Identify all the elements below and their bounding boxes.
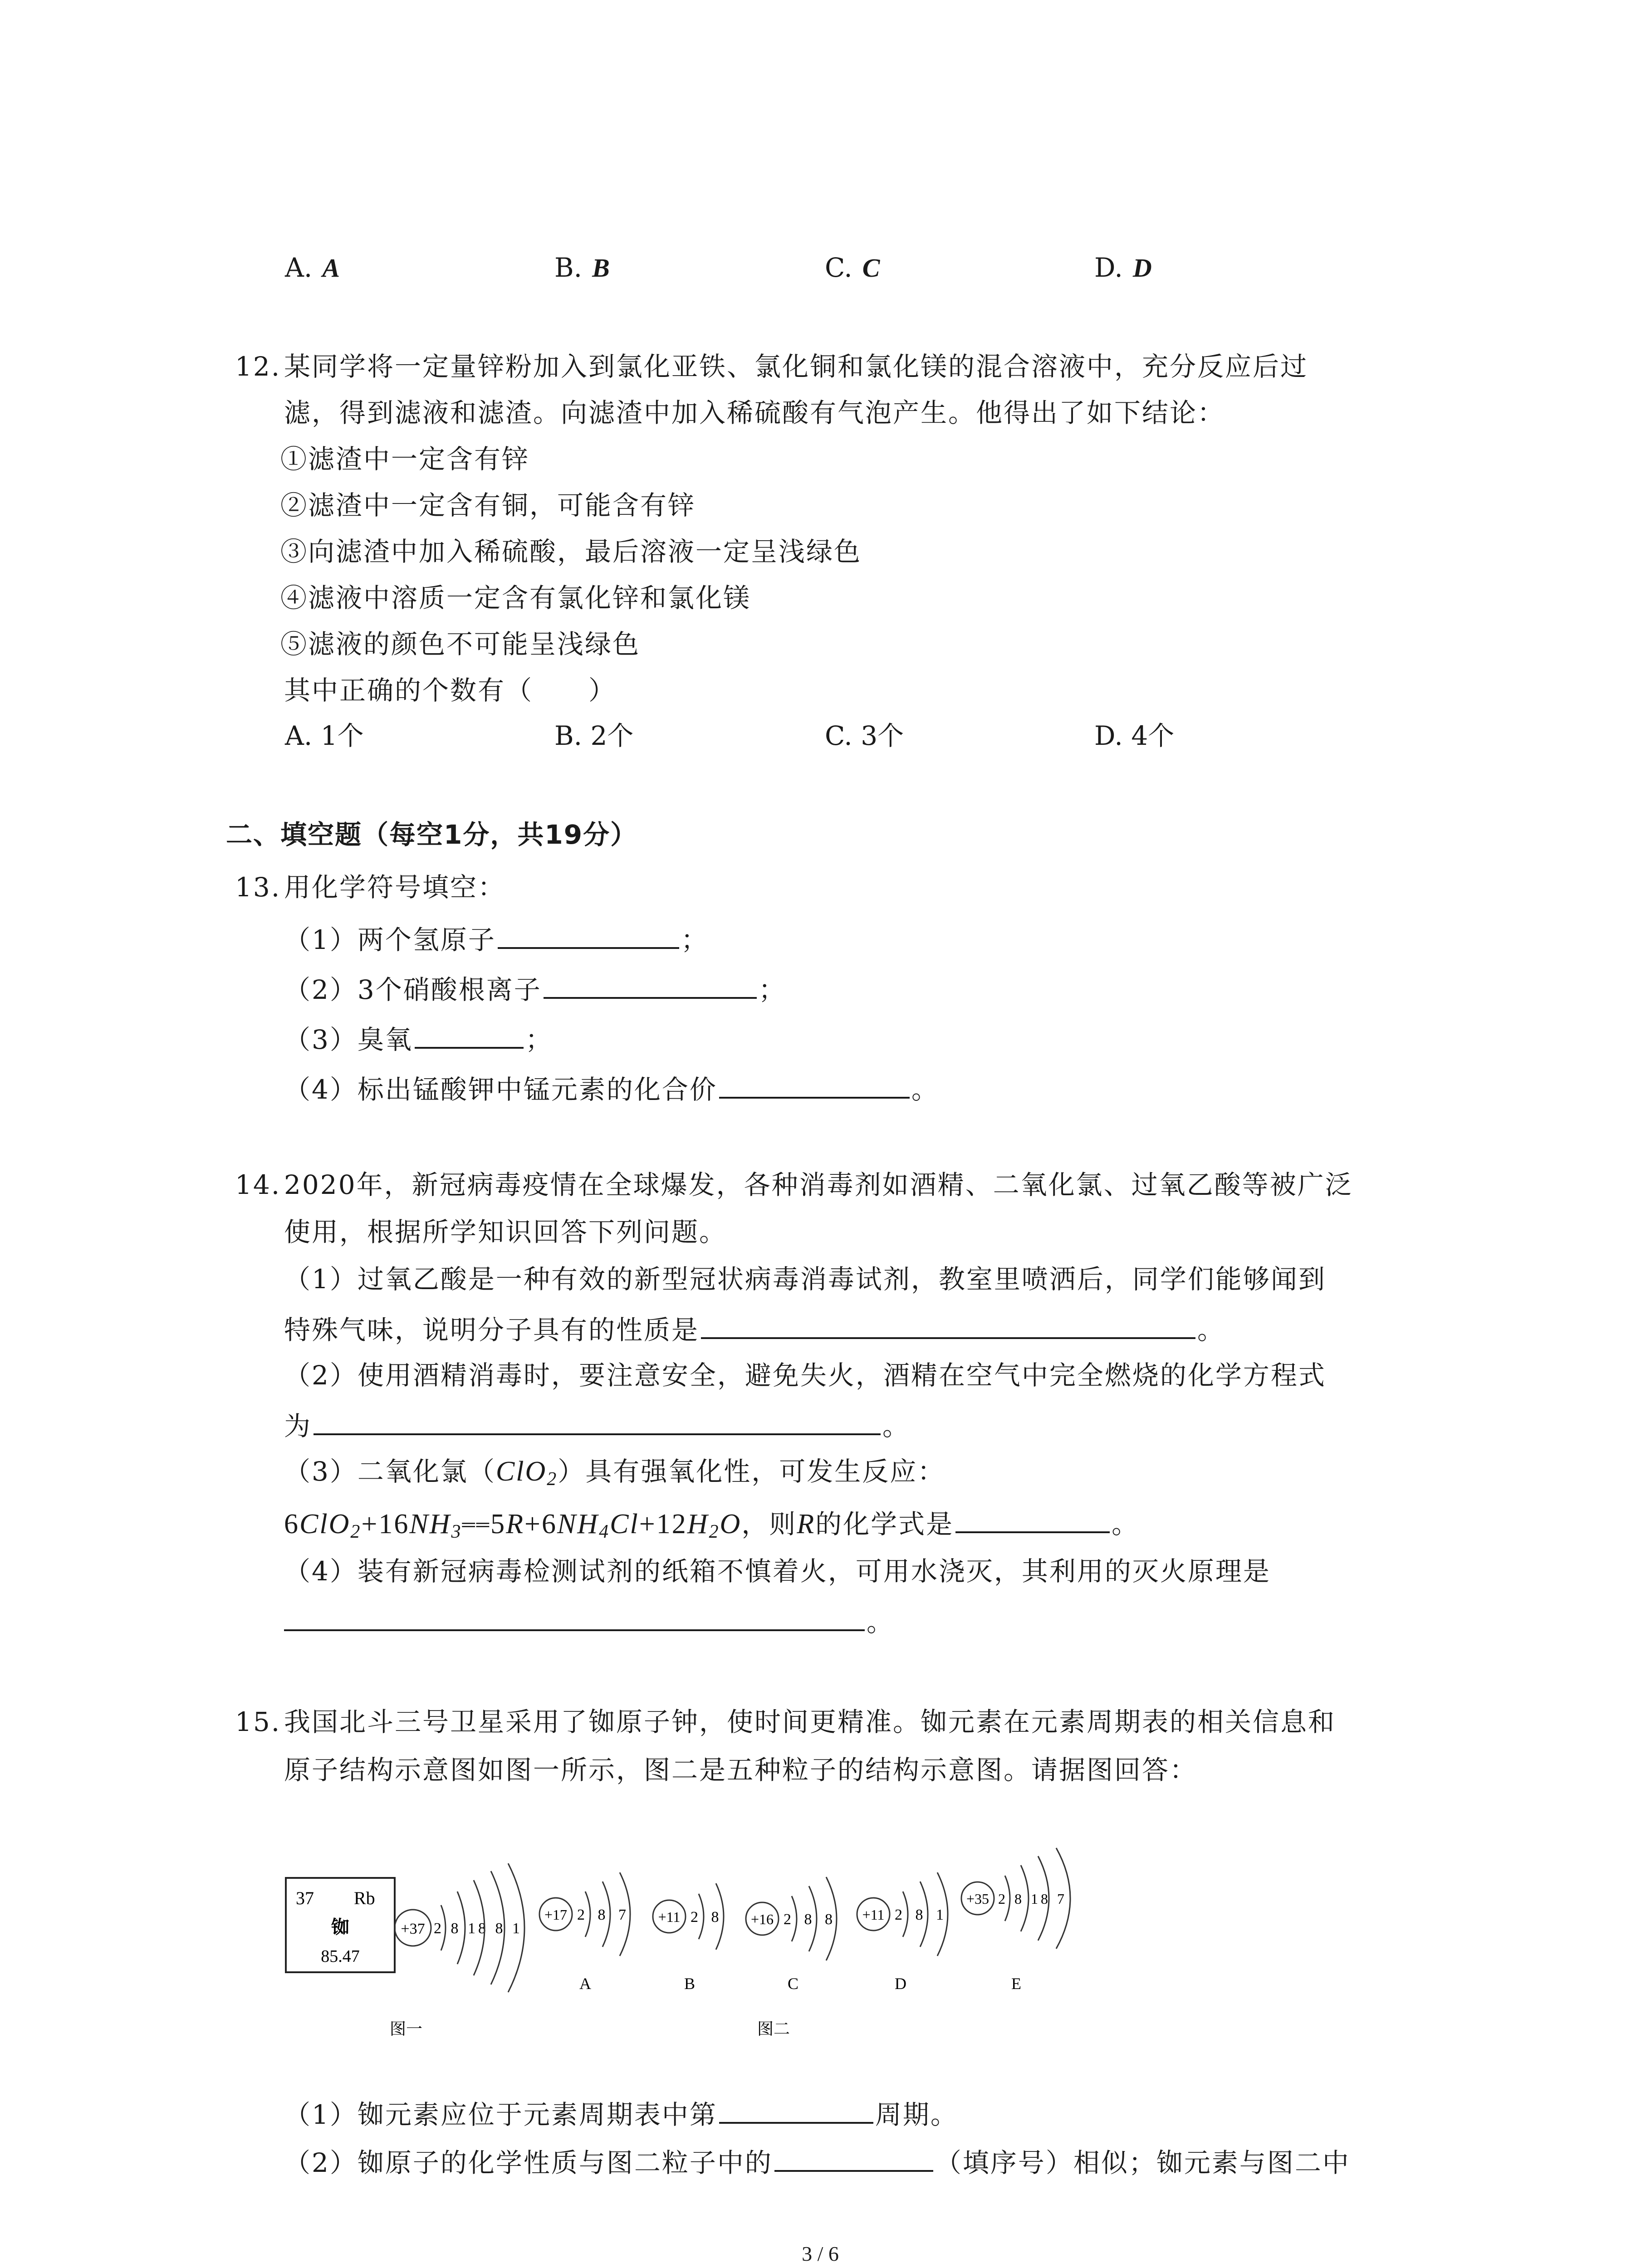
sub-question: （3）二氧化氯（ClO$_2$）具有强氧化性，可发生反应： [284, 1456, 945, 1490]
atomic-structure-figure [272, 1833, 1098, 2087]
chemical-formula: ClO$_2$ [495, 1456, 558, 1490]
statement: ②滤渣中一定含有铜，可能含有锌 [280, 490, 696, 521]
option-c: C. 3个 [825, 720, 904, 751]
svg-text:铷: 铷 [331, 1917, 349, 1937]
svg-text:+17: +17 [544, 1906, 568, 1923]
answer-blank[interactable] [955, 1505, 1110, 1533]
fill-item: （4）标出锰酸钾中锰元素的化合价 。 [284, 1070, 939, 1106]
chemical-equation-line: $6ClO_2+16NH_3══5R+6NH_4Cl+12H_2O$，则R的化学式是 。 [284, 1505, 1139, 1548]
svg-text:2 8 8: 2 8 8 [784, 1911, 837, 1928]
svg-text:2 8 18 8 1: 2 8 18 8 1 [434, 1920, 523, 1937]
answer-blank[interactable] [415, 1021, 524, 1049]
question-stem: 用化学符号填空： [284, 872, 506, 903]
sub-question: 为 。 [284, 1407, 910, 1442]
svg-text:85.47: 85.47 [321, 1947, 360, 1966]
statement: ①滤渣中一定含有锌 [280, 444, 530, 474]
sub-question: 。 [284, 1603, 894, 1638]
question-stem: 使用，根据所学知识回答下列问题。 [284, 1217, 727, 1247]
svg-text:+11: +11 [658, 1909, 681, 1925]
question-stem: 2020年，新冠病毒疫情在全球爆发，各种消毒剂如酒精、二氧化氯、过氧乙酸等被广泛 [284, 1169, 1353, 1200]
svg-text:+37: +37 [401, 1921, 425, 1937]
option-a: A. A [285, 252, 340, 283]
answer-blank[interactable] [719, 2096, 873, 2124]
answer-blank[interactable] [498, 921, 679, 949]
svg-text:C: C [787, 1975, 799, 1993]
option-b: B. 2个 [554, 720, 634, 751]
question-number: 14. [235, 1169, 281, 1200]
chemical-equation: $6ClO_2+16NH_3══5R+6NH_4Cl+12H_2O$ [284, 1509, 742, 1542]
fill-item: （2）3个硝酸根离子 ； [284, 971, 786, 1006]
fill-item: （3）臭氧 ； [284, 1021, 553, 1056]
answer-blank[interactable] [544, 971, 757, 999]
particle-a-diagram [539, 1872, 631, 1993]
option-d: D. 4个 [1094, 720, 1175, 751]
sub-question: （2）使用酒精消毒时，要注意安全，避免失火，酒精在空气中完全燃烧的化学方程式 [284, 1360, 1326, 1391]
particle-e-diagram [961, 1848, 1070, 1993]
answer-blank[interactable] [284, 1603, 865, 1631]
svg-text:B: B [684, 1975, 696, 1993]
figure2-caption: 图二 [757, 2020, 790, 2038]
option-c: C. C [825, 252, 880, 283]
section-heading: 二、填空题（每空1分，共19分） [226, 819, 638, 850]
svg-text:2 8: 2 8 [691, 1909, 724, 1926]
svg-text:A: A [579, 1975, 591, 1993]
answer-blank[interactable] [314, 1407, 881, 1435]
statement: ③向滤渣中加入稀硫酸，最后溶液一定呈浅绿色 [280, 536, 862, 567]
question-prompt: 其中正确的个数有（ ） [284, 675, 617, 706]
question-stem: 原子结构示意图如图一所示，图二是五种粒子的结构示意图。请据图回答： [284, 1755, 1198, 1785]
statement: ⑤滤液的颜色不可能呈浅绿色 [280, 629, 641, 660]
svg-text:+16: +16 [750, 1911, 774, 1927]
sub-question: （1）铷元素应位于元素周期表中第 周期。 [284, 2096, 958, 2131]
question-stem: 我国北斗三号卫星采用了铷原子钟，使时间更精准。铷元素在元素周期表的相关信息和 [284, 1706, 1336, 1737]
page-number: 3 / 6 [802, 2242, 839, 2265]
svg-text:E: E [1011, 1975, 1021, 1993]
statement: ④滤液中溶质一定含有氯化锌和氯化镁 [280, 582, 751, 613]
svg-text:Rb: Rb [354, 1888, 375, 1908]
question-number: 15. [235, 1706, 281, 1737]
answer-blank[interactable] [719, 1070, 910, 1099]
option-b: B. B [554, 252, 610, 283]
fill-item: （1）两个氢原子 ； [284, 921, 709, 956]
question-stem: 滤，得到滤液和滤渣。向滤渣中加入稀硫酸有气泡产生。他得出了如下结论： [284, 397, 1225, 428]
sub-question: （4）装有新冠病毒检测试剂的纸箱不慎着火，可用水浇灭，其利用的灭火原理是 [284, 1556, 1271, 1587]
svg-text:2 8 1: 2 8 1 [895, 1906, 948, 1923]
rb-atom-diagram [395, 1863, 524, 1992]
option-a: A. 1个 [285, 720, 364, 751]
sub-question: （2）铷原子的化学性质与图二粒子中的 （填序号）相似；铷元素与图二中 [284, 2144, 1350, 2179]
svg-text:2 8 18 7: 2 8 18 7 [998, 1891, 1067, 1907]
svg-text:+11: +11 [862, 1906, 885, 1923]
svg-text:2 8 7: 2 8 7 [577, 1906, 631, 1923]
particle-c-diagram [746, 1877, 837, 1993]
answer-blank[interactable] [701, 1311, 1195, 1339]
option-d: D. D [1094, 252, 1152, 283]
question-number: 13. [235, 872, 281, 903]
svg-text:D: D [895, 1975, 906, 1993]
question-number: 12. [235, 351, 281, 382]
question-stem: 某同学将一定量锌粉加入到氯化亚铁、氯化铜和氯化镁的混合溶液中，充分反应后过 [284, 351, 1308, 382]
particle-b-diagram [653, 1883, 724, 1993]
element-box [286, 1878, 395, 1972]
answer-blank[interactable] [774, 2144, 933, 2172]
particle-d-diagram [857, 1872, 948, 1993]
svg-text:+35: +35 [966, 1891, 989, 1907]
svg-text:37: 37 [296, 1888, 314, 1908]
figure1-caption: 图一 [389, 2020, 423, 2038]
sub-question: （1）过氧乙酸是一种有效的新型冠状病毒消毒试剂，教室里喷洒后，同学们能够闻到 [284, 1264, 1326, 1295]
sub-question: 特殊气味，说明分子具有的性质是 。 [284, 1311, 1225, 1346]
